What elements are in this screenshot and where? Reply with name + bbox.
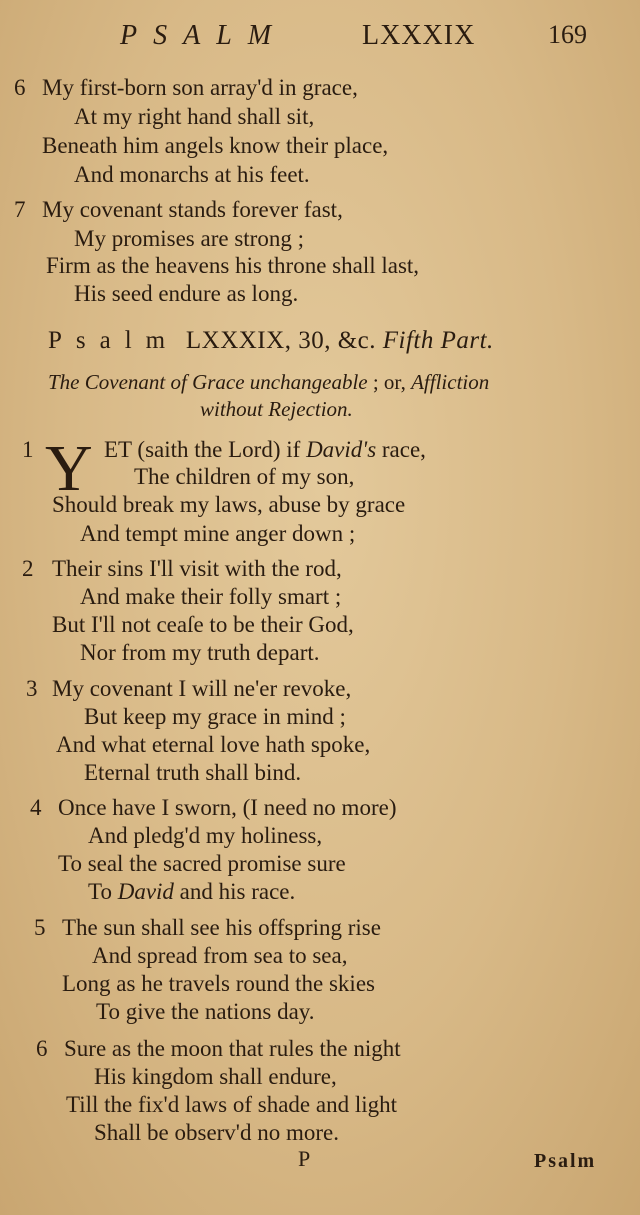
page-header [0,20,640,56]
verse-line: Firm as the heavens his throne shall last, [46,253,420,278]
verse-line: And pledg'd my holiness, [88,823,323,848]
verse-number: 2 [22,556,34,581]
psalm-number: LXXXIX [362,20,476,51]
verse-line: Once have I sworn, (I need no more) [58,795,397,820]
verse-line: At my right hand shall sit, [74,104,315,129]
subject-title: The Covenant of Grace unchangeable [48,370,368,394]
signature-mark: P [298,1146,311,1171]
verse-line: Should break my laws, abuse by grace [52,492,406,517]
verse-line: My first-born son array'd in grace, [42,75,358,100]
part-heading [48,327,494,355]
verse-line: Shall be observ'd no more. [94,1120,339,1145]
verse-line: His seed endure as long. [74,281,299,306]
verse-number: 7 [14,197,26,222]
verse-line: And make their folly smart ; [80,584,342,609]
running-title: PSALM [120,20,288,51]
drop-cap: Y [45,432,93,505]
verse-number: 1 [22,437,34,462]
page-number: 169 [548,20,587,49]
subject-separator: ; or, [367,370,412,394]
verse-line: And monarchs at his feet. [74,162,310,187]
verse-line: Nor from my truth depart. [80,640,320,665]
verse-line: ET (saith the Lord) if David's race, [104,437,426,462]
verse-line: His kingdom shall endure, [94,1064,337,1089]
verse-line: Beneath him angels know their place, [42,133,389,158]
catchword: Psalm [534,1150,597,1172]
verse-line: To seal the sacred promise sure [58,851,346,876]
subject-alt: Affliction [411,370,490,394]
verse-line: My covenant stands forever fast, [42,197,343,222]
verse-line: And tempt mine anger down ; [80,521,356,546]
verse-line: Eternal truth shall bind. [84,760,302,785]
verse-line: My covenant I will ne'er revoke, [52,676,352,701]
verse-line: But keep my grace in mind ; [84,704,346,729]
verse-number: 5 [34,915,46,940]
verse-line: Their sins I'll visit with the rod, [52,556,342,581]
verse-number: 6 [36,1036,48,1061]
verse-line: The children of my son, [134,464,355,489]
verse-line: But I'll not ceaſe to be their God, [52,612,354,637]
verse-line: My promises are strong ; [74,226,304,251]
part-heading-psalm: Psalm [48,327,180,354]
verse-number: 6 [14,75,26,100]
verse-line: And what eternal love hath spoke, [56,732,371,757]
part-heading-numeral: LXXXIX, 30, &c. [185,327,376,354]
part-heading-part: Fifth Part. [382,327,494,354]
verse-number: 3 [26,676,38,701]
subject-line-2: without Rejection. [200,397,353,421]
verse-line: Sure as the moon that rules the night [64,1036,401,1061]
verse-number: 4 [30,795,42,820]
verse-line: Long as he travels round the skies [62,971,375,996]
subject-line-1 [48,370,489,395]
verse-line: Till the fix'd laws of shade and light [66,1092,398,1117]
verse-line: The sun shall see his offspring rise [62,915,381,940]
verse-line: To David and his race. [88,879,296,904]
verse-line: And spread from sea to sea, [92,943,348,968]
verse-line: To give the nations day. [96,999,315,1024]
